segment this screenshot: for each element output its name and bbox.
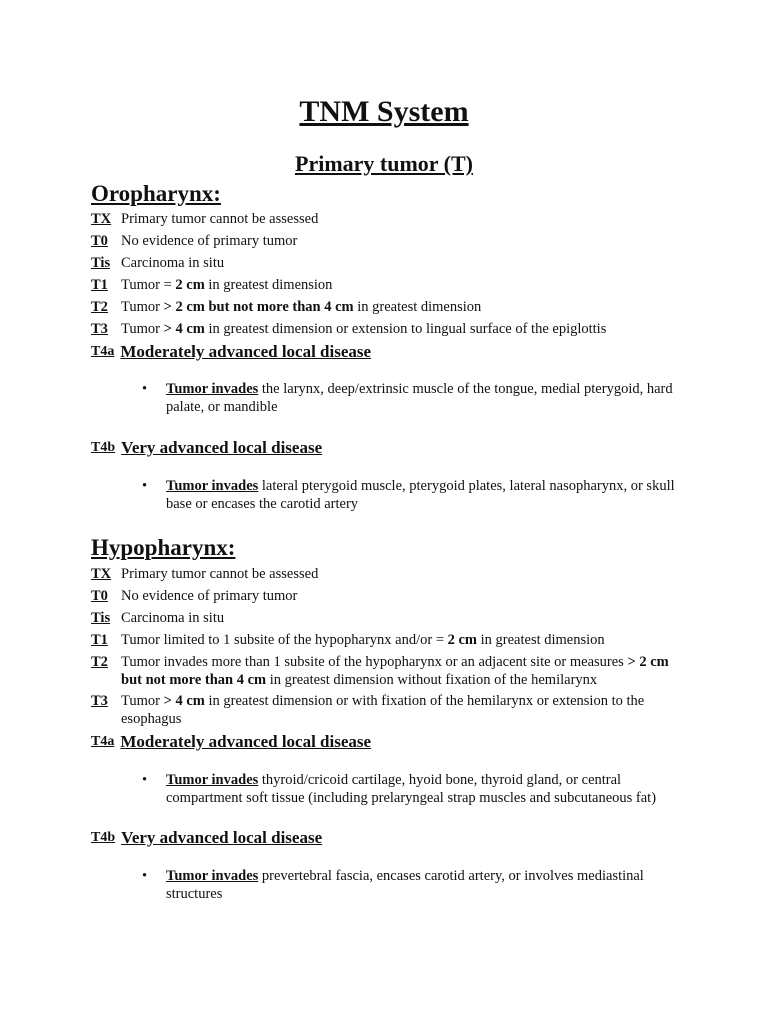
stage-description: Primary tumor cannot be assessed (121, 211, 319, 227)
stage-title: Moderately advanced local disease (120, 342, 372, 361)
stage-code: T1 (91, 632, 108, 648)
stage-code: TX (91, 211, 112, 227)
page-title: TNM System (299, 95, 469, 128)
hypopharynx-heading: Hypopharynx: (91, 535, 236, 560)
stage-code: T3 (91, 693, 108, 709)
hypopharynx-t4b-heading (91, 827, 322, 850)
oropharynx-heading: Oropharynx: (91, 181, 221, 206)
stage-description: Tumor = 2 cm in greatest dimension (121, 277, 333, 293)
stage-description: Tumor > 2 cm but not more than 4 cm in greatest dimension (121, 299, 482, 315)
stage-code: T3 (91, 321, 108, 337)
page-subtitle: Primary tumor (T) (295, 151, 473, 176)
stage-title: Moderately advanced local disease (120, 732, 372, 751)
stage-description: Tumor limited to 1 subsite of the hypopharynx and/or = 2 cm in greatest dimension (121, 632, 605, 648)
stage-code: T2 (91, 654, 108, 670)
stage-title: Very advanced local disease (121, 828, 323, 847)
bullet-icon: • (142, 868, 148, 884)
stage-description: Carcinoma in situ (121, 255, 225, 271)
stage-description: No evidence of primary tumor (121, 233, 298, 249)
stage-code: TX (91, 566, 112, 582)
bullet-icon: • (142, 772, 148, 788)
bullet-text: Tumor invades lateral pterygoid muscle, pterygoid plates, lateral nasopharynx, or skull base or encases the carotid artery (166, 478, 675, 512)
hypopharynx-t4a-heading (91, 731, 371, 754)
bullet-text: Tumor invades thyroid/cricoid cartilage, hyoid bone, thyroid gland, or central compartment soft tissue (including prelaryngeal strap muscles and subcutaneous fat) (166, 772, 657, 806)
oropharynx-t4b-heading (91, 437, 322, 460)
bullet-icon: • (142, 381, 148, 397)
stage-code: T4a (91, 734, 115, 749)
stage-code: T4b (91, 830, 116, 845)
stage-description: Tumor > 4 cm in greatest dimension or with fixation of the hemilarynx or extension to the esophagus (121, 693, 645, 727)
stage-title: Very advanced local disease (121, 438, 323, 457)
stage-description: Primary tumor cannot be assessed (121, 566, 319, 582)
stage-description: Carcinoma in situ (121, 610, 225, 626)
stage-code: T4b (91, 440, 116, 455)
oropharynx-t4a-heading (91, 341, 371, 364)
stage-description: Tumor invades more than 1 subsite of the hypopharynx or an adjacent site or measures > 2 cm but not more than 4 cm in greatest dimension without fixation of the hemilarynx (121, 654, 669, 688)
stage-code: T0 (91, 233, 108, 249)
stage-code: T4a (91, 344, 115, 359)
stage-description: No evidence of primary tumor (121, 588, 298, 604)
stage-description: Tumor > 4 cm in greatest dimension or extension to lingual surface of the epiglottis (121, 321, 607, 337)
stage-code: Tis (91, 255, 111, 271)
stage-code: T2 (91, 299, 108, 315)
stage-code: Tis (91, 610, 111, 626)
bullet-icon: • (142, 478, 148, 494)
bullet-text: Tumor invades prevertebral fascia, encases carotid artery, or involves mediastinal structures (166, 868, 644, 902)
stage-code: T0 (91, 588, 108, 604)
stage-code: T1 (91, 277, 108, 293)
bullet-text: Tumor invades the larynx, deep/extrinsic muscle of the tongue, medial pterygoid, hard palate, or mandible (166, 381, 673, 415)
